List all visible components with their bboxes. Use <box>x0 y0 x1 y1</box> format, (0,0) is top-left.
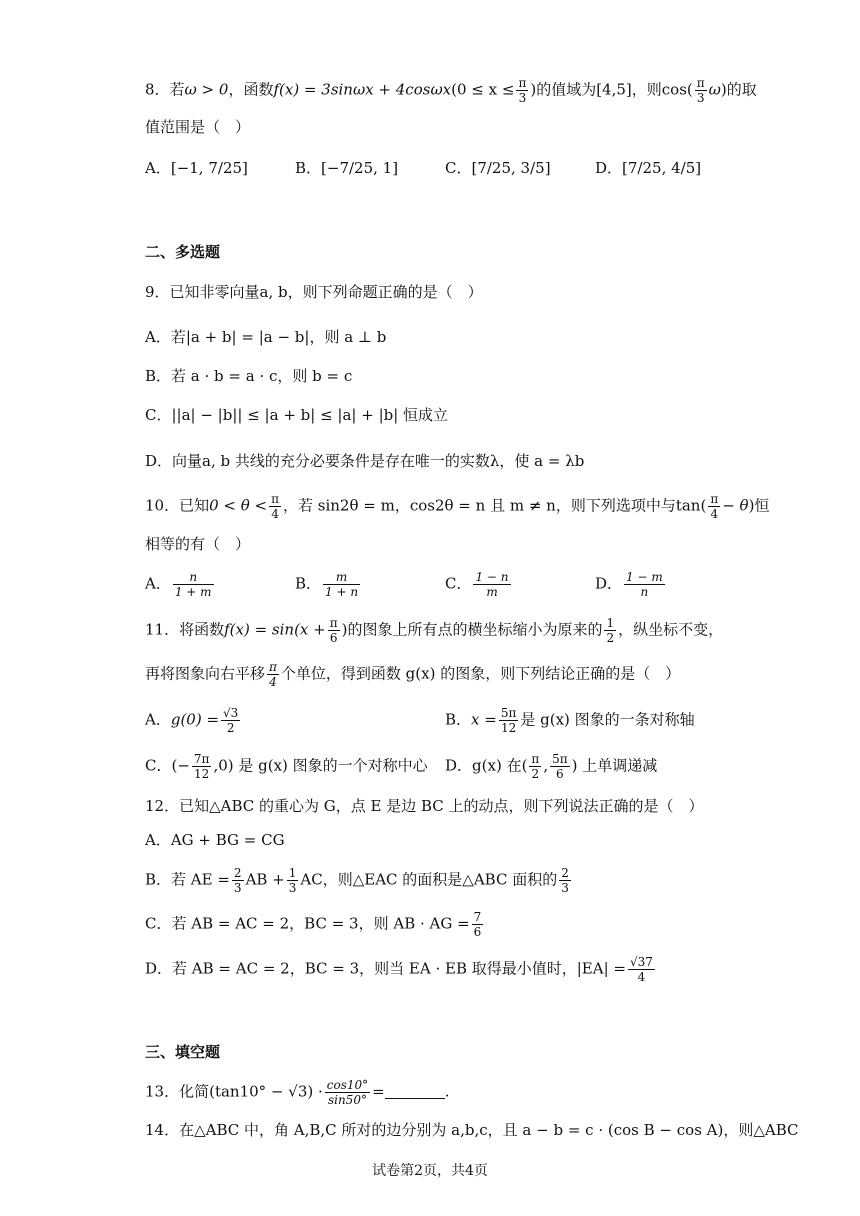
section-title-multiple-choice: 二、多选题 <box>145 243 221 261</box>
question-11-stem-cont: 再将图象向右平移 $\frac{\pi}{4}$ 个单位，得到函数 g(x) 的图象，则下列结论正确的是（ ） <box>145 660 681 689</box>
q8-option-a: A．[−1, 7/25] <box>145 159 248 177</box>
q11-option-c: C．(− $\frac{7\pi}{12}$ ,0) 是 g(x) 图象的一个对称中心 <box>145 752 428 781</box>
q10-option-b: B． $\frac{m}{1 + n}$ <box>295 570 359 599</box>
question-8-stem-cont: 值范围是（ ） <box>145 118 251 136</box>
question-10-stem: 10．已知0 < θ < $\frac{\pi}{4}$ ，若 sin2θ = m，cos2θ = n 且 m ≠ n，则下列选项中与tan( $\frac{\pi}{4}$ − θ)恒 <box>145 492 770 521</box>
q12-option-c: C．若 AB = AC = 2，BC = 3，则 AB · AG = $\frac{7}{6}$ <box>145 910 482 939</box>
q11-option-a: A．g(0) = $\frac{√3}{2}$ <box>145 706 239 735</box>
question-14-stem: 14．在△ABC 中，角 A,B,C 所对的边分别为 a,b,c，且 a − b = c · (cos B − cos A)，则△ABC <box>145 1121 799 1139</box>
q11-option-b: B．x = $\frac{5\pi}{12}$ 是 g(x) 图象的一条对称轴 <box>445 706 695 735</box>
question-9-stem: 9．已知非零向量a, b，则下列命题正确的是（ ） <box>145 283 483 301</box>
question-8-stem: 8．若ω > 0，函数f(x) = 3sinωx + 4cosωx(0 ≤ x ≤ $\frac{\pi}{3}$ )的值域为[4,5]，则cos( $\frac{\pi}{3}$ ω)的取 <box>145 76 757 105</box>
q11-option-d: D．g(x) 在( $\frac{\pi}{2}$ , $\frac{5\pi}{6}$ ) 上单调递减 <box>445 752 658 781</box>
answer-blank[interactable] <box>385 1098 445 1099</box>
question-11-stem: 11．将函数f(x) = sin(x + $\frac{\pi}{6}$ )的图象上所有点的横坐标缩小为原来的 $\frac{1}{2}$ ，纵坐标不变， <box>145 616 724 645</box>
section-title-fill-in: 三、填空题 <box>145 1043 221 1061</box>
q9-option-d: D．向量a, b 共线的充分必要条件是存在唯一的实数λ，使 a = λb <box>145 452 585 470</box>
question-10-stem-cont: 相等的有（ ） <box>145 535 251 553</box>
q8-option-c: C．[7/25, 3/5] <box>445 159 551 177</box>
q12-option-b: B．若 AE = $\frac{2}{3}$ AB + $\frac{1}{3}$ AC，则△EAC 的面积是△ABC 面积的 $\frac{2}{3}$ <box>145 866 569 895</box>
question-13-stem: 13．化简(tan10° − √3) · $\frac{\cos 10^\circ}{\sin 50^\circ}$ = . <box>145 1078 450 1107</box>
q9-option-a: A．若|a + b| = |a − b|，则 a ⊥ b <box>145 328 387 346</box>
page-footer: 试卷第2页，共4页 <box>372 1163 488 1179</box>
q10-option-c: C． $\frac{1 - n}{m}$ <box>445 570 509 599</box>
q9-option-b: B．若 a · b = a · c，则 b = c <box>145 367 353 385</box>
question-12-stem: 12．已知△ABC 的重心为 G，点 E 是边 BC 上的动点，则下列说法正确的是（ ） <box>145 797 704 815</box>
q12-option-d: D．若 AB = AC = 2，BC = 3，则当 EA · EB 取得最小值时，|EA| = $\frac{√37}{4}$ <box>145 955 653 984</box>
q9-option-c: C．||a| − |b|| ≤ |a + b| ≤ |a| + |b| 恒成立 <box>145 406 449 424</box>
q12-option-a: A．AG + BG = CG <box>145 831 285 849</box>
q8-option-d: D．[7/25, 4/5] <box>595 159 702 177</box>
q8-option-b: B．[−7/25, 1] <box>295 159 399 177</box>
q10-option-d: D． $\frac{1 - m}{n}$ <box>595 570 663 599</box>
q10-option-a: A． $\frac{n}{1 + m}$ <box>145 570 212 599</box>
